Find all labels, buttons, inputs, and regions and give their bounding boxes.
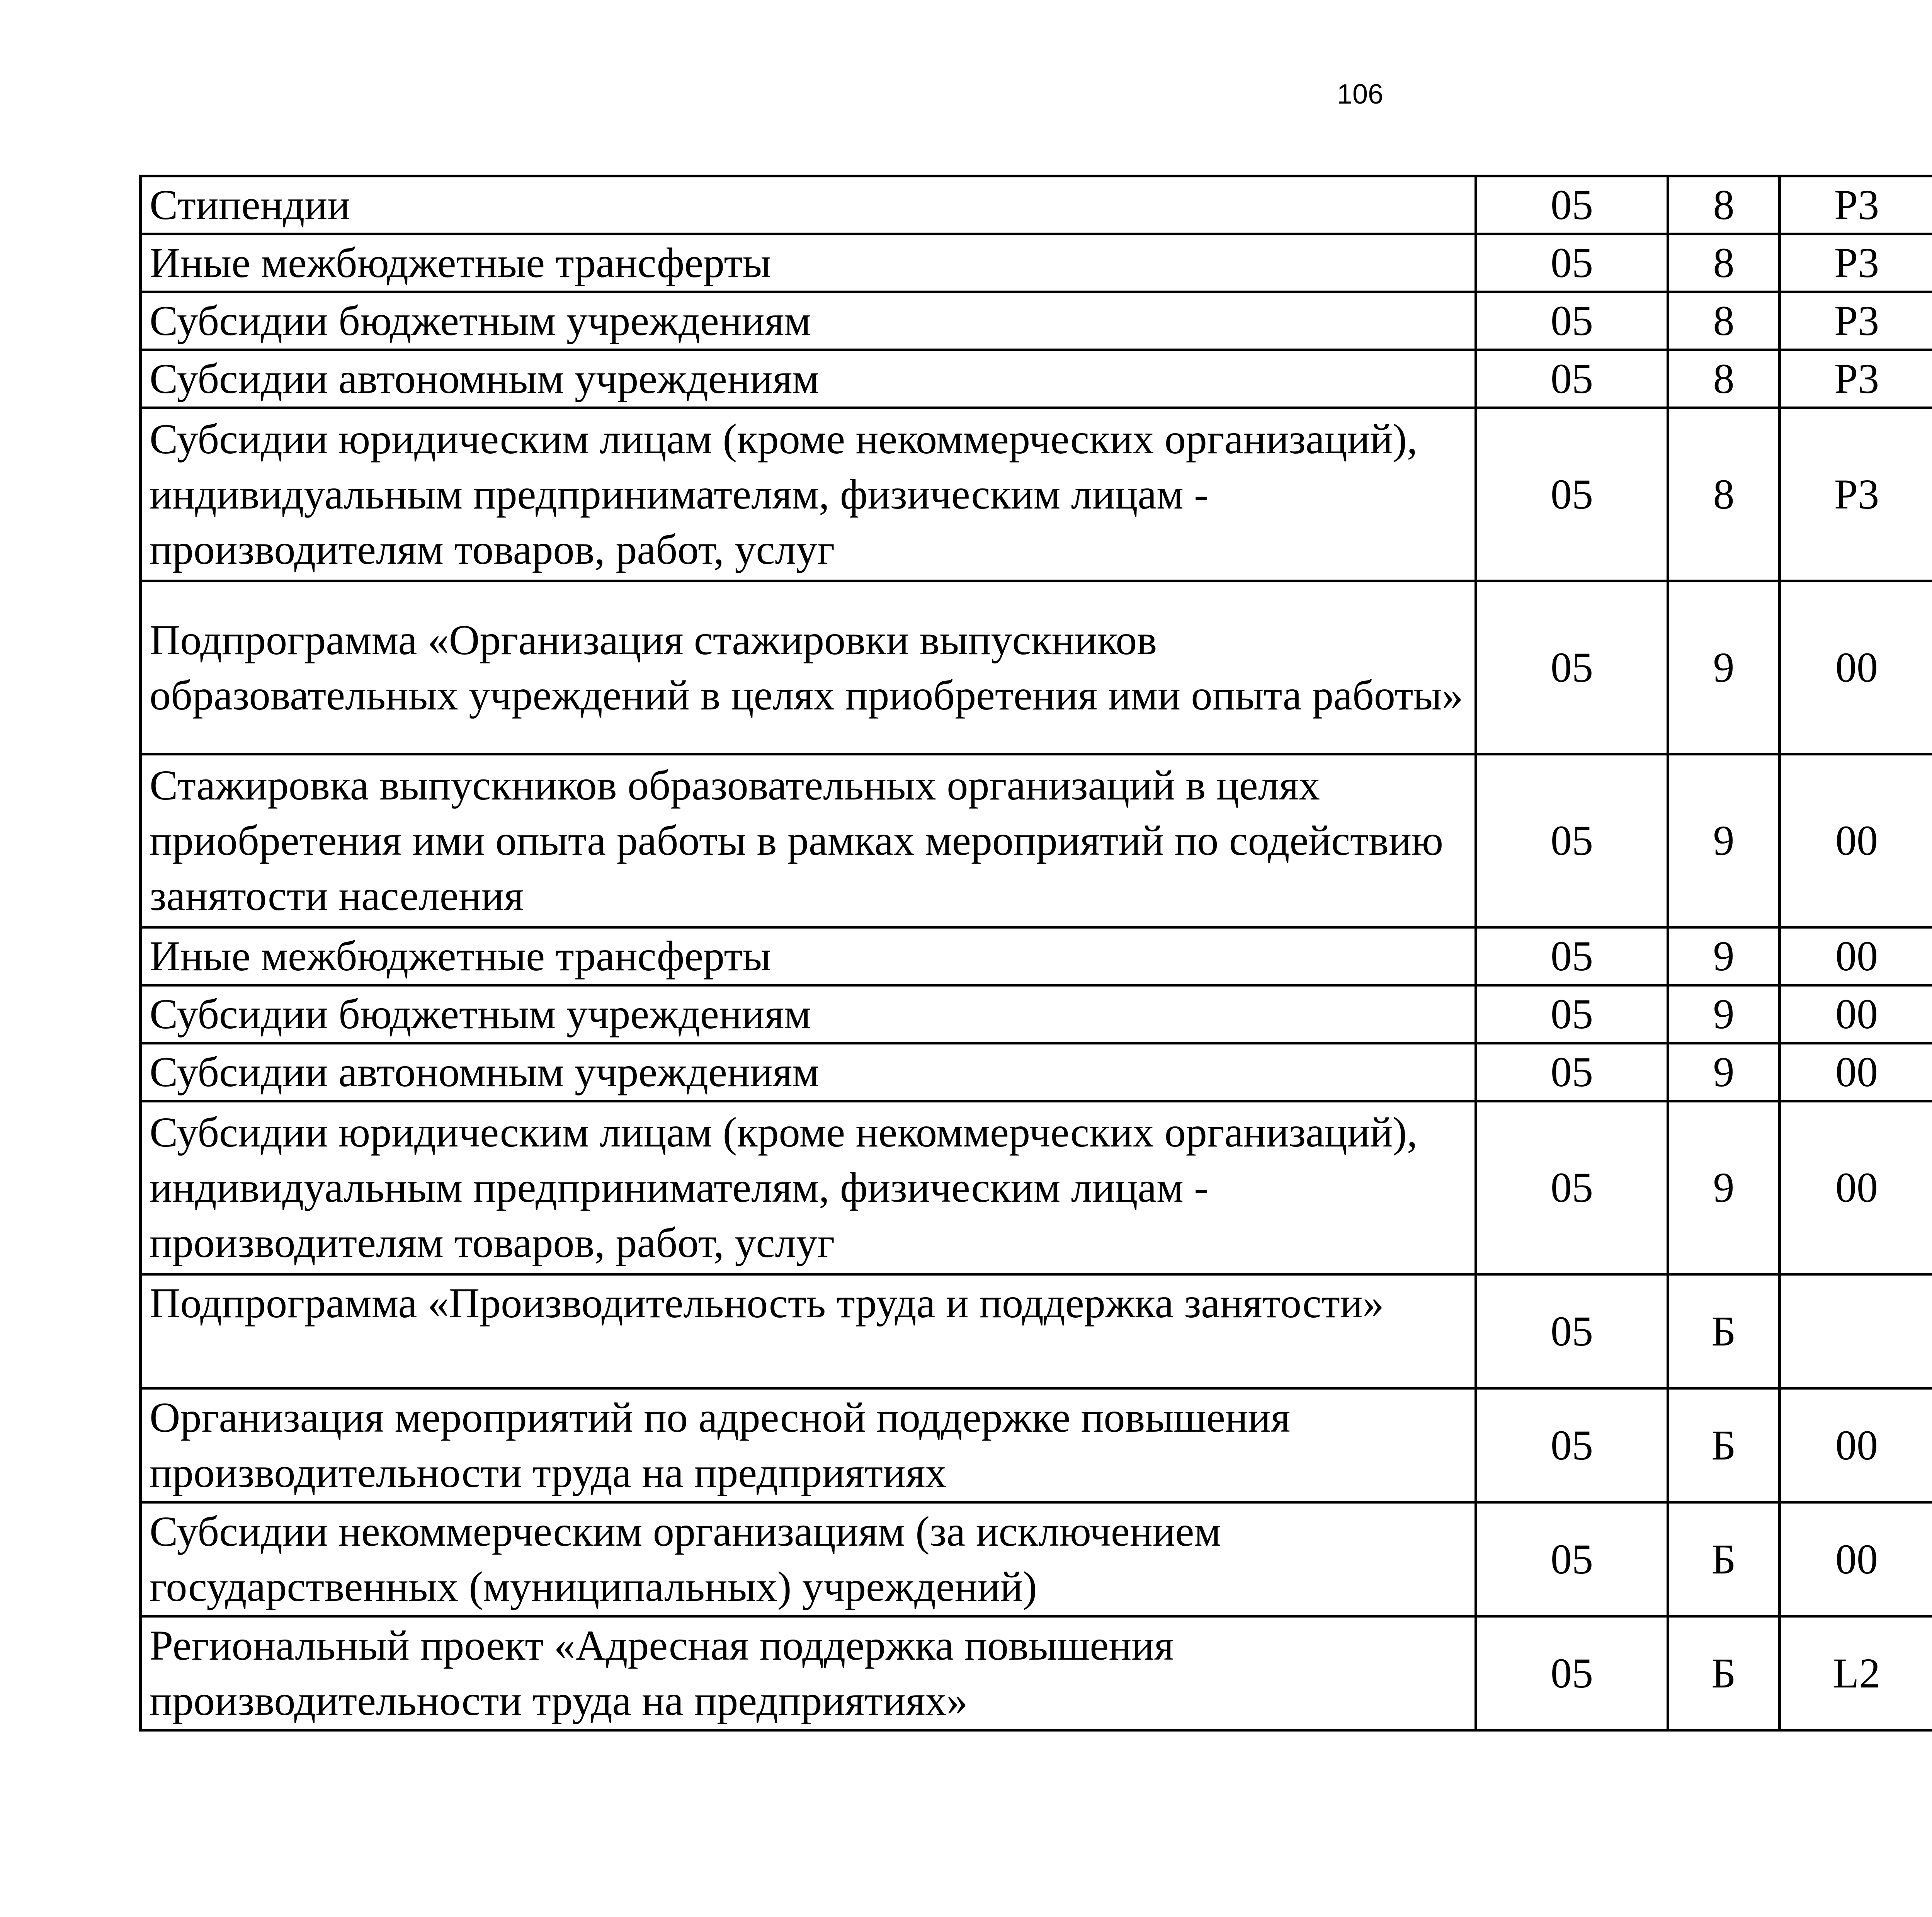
row-name-cell: Стажировка выпускников образовательных организаций в целях приобретения ими опыта работы в рамках мероприятий по содействию занятости населения — [141, 754, 1476, 927]
program-code-cell: 9 — [1668, 1043, 1780, 1101]
table-row — [141, 234, 1932, 292]
row-name-cell: Субсидии юридическим лицам (кроме некоммерческих организаций), индивидуальным предпринимателям, физическим лицам - производителям товаров, работ, услуг — [141, 408, 1476, 581]
table-row — [141, 1502, 1932, 1616]
table-row — [141, 176, 1932, 234]
subprogram-code-cell: 00 — [1780, 1388, 1932, 1502]
program-code-cell: 8 — [1668, 350, 1780, 408]
table-row — [141, 350, 1932, 408]
subprogram-code-cell: 00 — [1780, 754, 1932, 927]
section-code-cell: 05 — [1476, 1616, 1668, 1730]
program-code-cell: 9 — [1668, 581, 1780, 754]
table-row — [141, 408, 1932, 581]
row-name-cell: Стипендии — [141, 176, 1476, 234]
budget-table — [139, 175, 1932, 1732]
section-code-cell: 05 — [1476, 985, 1668, 1043]
program-code-cell: 8 — [1668, 176, 1780, 234]
section-code-cell: 05 — [1476, 176, 1668, 234]
row-name-cell: Субсидии автономным учреждениям — [141, 1043, 1476, 1101]
table-row — [141, 754, 1932, 927]
row-name-cell: Субсидии бюджетным учреждениям — [141, 985, 1476, 1043]
section-code-cell: 05 — [1476, 1274, 1668, 1388]
table-row — [141, 1616, 1932, 1730]
section-code-cell: 05 — [1476, 234, 1668, 292]
program-code-cell: 8 — [1668, 408, 1780, 581]
table-row — [141, 927, 1932, 985]
table-row — [141, 1043, 1932, 1101]
section-code-cell: 05 — [1476, 1043, 1668, 1101]
subprogram-code-cell: 00 — [1780, 1101, 1932, 1274]
table-row — [141, 1101, 1932, 1274]
subprogram-code-cell: 00 — [1780, 927, 1932, 985]
row-name-cell: Субсидии некоммерческим организациям (за исключением государственных (муниципальных) учреждений) — [141, 1502, 1476, 1616]
row-name-cell: Организация мероприятий по адресной поддержке повышения производительности труда на предприятиях — [141, 1388, 1476, 1502]
page-number: 106 — [1337, 79, 1384, 110]
row-name-cell: Субсидии юридическим лицам (кроме некоммерческих организаций), индивидуальным предпринимателям, физическим лицам - производителям товаров, работ, услуг — [141, 1101, 1476, 1274]
subprogram-code-cell: 00 — [1780, 581, 1932, 754]
program-code-cell: 9 — [1668, 1101, 1780, 1274]
section-code-cell: 05 — [1476, 581, 1668, 754]
program-code-cell: 9 — [1668, 985, 1780, 1043]
program-code-cell: 9 — [1668, 927, 1780, 985]
subprogram-code-cell: 00 — [1780, 1043, 1932, 1101]
subprogram-code-cell: Р3 — [1780, 176, 1932, 234]
subprogram-code-cell — [1780, 1274, 1932, 1388]
program-code-cell: Б — [1668, 1274, 1780, 1388]
subprogram-code-cell: 00 — [1780, 985, 1932, 1043]
program-code-cell: Б — [1668, 1616, 1780, 1730]
program-code-cell: 9 — [1668, 754, 1780, 927]
row-name-cell: Подпрограмма «Организация стажировки выпускников образовательных учреждений в целях приобретения ими опыта работы» — [141, 581, 1476, 754]
section-code-cell: 05 — [1476, 1388, 1668, 1502]
subprogram-code-cell: Р3 — [1780, 350, 1932, 408]
section-code-cell: 05 — [1476, 927, 1668, 985]
program-code-cell: 8 — [1668, 292, 1780, 350]
row-name-cell: Подпрограмма «Производительность труда и поддержка занятости» — [141, 1274, 1476, 1388]
subprogram-code-cell: Р3 — [1780, 408, 1932, 581]
program-code-cell: 8 — [1668, 234, 1780, 292]
table-row — [141, 292, 1932, 350]
section-code-cell: 05 — [1476, 350, 1668, 408]
row-name-cell: Иные межбюджетные трансферты — [141, 234, 1476, 292]
section-code-cell: 05 — [1476, 1502, 1668, 1616]
section-code-cell: 05 — [1476, 292, 1668, 350]
table-row — [141, 1274, 1932, 1388]
subprogram-code-cell: Р3 — [1780, 234, 1932, 292]
row-name-cell: Субсидии бюджетным учреждениям — [141, 292, 1476, 350]
table-row — [141, 1388, 1932, 1502]
section-code-cell: 05 — [1476, 1101, 1668, 1274]
table-row — [141, 581, 1932, 754]
subprogram-code-cell: 00 — [1780, 1502, 1932, 1616]
budget-table-body — [141, 176, 1932, 1730]
row-name-cell: Иные межбюджетные трансферты — [141, 927, 1476, 985]
section-code-cell: 05 — [1476, 408, 1668, 581]
row-name-cell: Субсидии автономным учреждениям — [141, 350, 1476, 408]
subprogram-code-cell: Р3 — [1780, 292, 1932, 350]
subprogram-code-cell: L2 — [1780, 1616, 1932, 1730]
row-name-cell: Региональный проект «Адресная поддержка повышения производительности труда на предприятиях» — [141, 1616, 1476, 1730]
program-code-cell: Б — [1668, 1388, 1780, 1502]
section-code-cell: 05 — [1476, 754, 1668, 927]
table-row — [141, 985, 1932, 1043]
program-code-cell: Б — [1668, 1502, 1780, 1616]
